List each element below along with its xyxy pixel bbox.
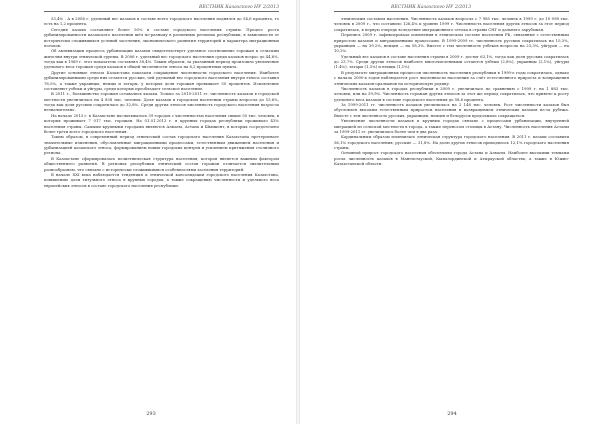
right-header-text: ВЕСТНИК Казахского НУ 2/2013 [390,5,471,10]
left-paragraph: Сегодня казахи составляют более 50% в составе городского населения страны. Процесс роста урбанизированности казахского населения шёл по-разному в различных регионах республики, в зависимости от исторически сложившихся условий заселения, экономического развития территорий и характера миграционных потоков. [44,26,279,48]
left-body-text [44,16,279,188]
right-paragraph: В результате миграционных процессов численность населения республики в 1990-е годы сократилась, однако с начала 2000-х годов наблюдается рост численности населения за счёт естественного прироста и возвращения этнических казахов-оралманов на историческую родину. [334,69,569,86]
left-paragraph: Таким образом, в современный период этнический состав городского населения Казахстана претерпевает значительные изменения, обусловленные миграционными процессами, естественным движением населения и урбанизацией казахского этноса, формированием новых городских центров и усилением притяжения столичного региона. [44,134,279,156]
right-body-text [334,16,569,167]
left-running-header [44,2,279,12]
left-header-text: ВЕСТНИК Казахского НУ 2/2013 [198,5,279,10]
right-paragraph: Перепись 2009 г. зафиксировала изменения в этническом составе населения РК, связанные с естественным приростом казахов и миграционными процессами. В 1999-2009 гг. численность русских сократилась на 15,3%, украинцев — на 39,2%, немцев — на 58,3%. Вместе с тем численность узбеков возросла на 23,3%, уйгуров — на 10,2%. [334,32,569,54]
right-paragraph: Численность казахов в городах республики в 2009 г. увеличилась по сравнению с 1999 г. на 1 883 тыс. человек, или на 39,9%. Численность горожан других этносов за этот же период сократилась, что привело к росту удельного веса казахов в составе городского населения до 58,6 процента. [334,85,569,102]
left-page [0,0,296,424]
right-paragraph: Увеличение численности казахов в крупных городах связано с процессами урбанизации, внутренней миграцией из сельской местности в города, а также переносом столицы в Астану. Численность населения Астаны за 1999-2011 гг. увеличилась более чем в два раза. [334,118,569,134]
right-paragraph: Кардинальным образом изменилась этническая структура городского населения. В 2011 г. казахи составили 56,1% городского населения, русские — 31,8%. На долю других этносов приходилось 12,1% городского населения страны. [334,134,569,150]
left-paragraph: В 2011 г., большинство горожан оставались казахи. Только за 2010-2011 гг. численность казахов в городской местности увеличилась на 4 838 тыс. человек. Доля казахов в городском населении страны возросла до 53,6%, тогда как доля русских сократилась до 32,8%. Среди других этносов численность городского населения возросла незначительно. [44,91,279,113]
left-paragraph: Об активизации процесса урбанизации казахов свидетельствует удельное соотношение горожан к сельским жителям внутри этнической группы. В 2006 г. удельный вес городского населения среди казахов возрос до 44,6%, тогда как в 1989 г. этот показатель составлял 38,4%. Таким образом, за указанный период произошло увеличение удельного веса горожан среди казахов в общей численности этноса на 6,2 процентных пункта. [44,48,279,70]
right-running-header [334,2,569,12]
left-paragraph: В начале XXI века наблюдается тенденция к этнической консолидации городского населения Казахстана, повышению доли титульного этноса в крупных городах, а также сокращению численности и удельного веса европейских этносов в составе городского населения республики. [44,171,279,188]
right-page-number: 294 [447,411,457,417]
right-paragraph: За 1999-2011 гг. численность казахов увеличилась на 2 148 тыс. человек. Рост численности казахов был обусловлен высоким естественным приростом населения и возвращением этнических казахов из-за рубежа. Вместе с тем численность русских, украинцев, немцев и белорусов продолжала сокращаться. [334,102,569,118]
left-page-number: 293 [146,411,156,417]
left-paragraph: 53,4% . А в 2006 г. удельный вес казахов в составе всего городского населения поднялся до 54,6 процента, то есть на 1,2 процента. [44,16,279,27]
right-paragraph: Удельный вес казахов в составе населения страны в 2009 г. достиг 63,1%, тогда как доля русских сократилась до 23,7%. Среди других этносов наиболее многочисленными остаются узбеки (2,8%), украинцы (2,1%), уйгуры (1,4%), татары (1,3%) и немцы (1,1%). [334,53,569,70]
left-paragraph: В Казахстане сформировалась полиэтническая структура населения, которая является важным фактором общественного развития. В регионах республики этнический состав горожан отличается значительным разнообразием, что связано с исторически сложившимися особенностями заселения территорий. [44,155,279,172]
right-paragraph: этническим составом населения. Численность казахов возросла с 7 985 тыс. человек в 1999 г. до 10 098 тыс. человек в 2009 г., что составило 126,4% к уровню 1999 г. Численность населения других этносов за этот период сократилась, в первую очередь вследствие миграционного оттока в страны СНГ и дальнего зарубежья. [334,16,569,32]
right-paragraph: Основной прирост городского населения обеспечили города Астана и Алматы. Наиболее высокими темпами росла численность казахов в Мангистауской, Кызылординской и Атырауской областях, а также в Южно-Казахстанской области. [334,150,569,167]
right-page [300,0,600,424]
left-paragraph: Другие основные этносы Казахстана показали сокращение численности городского населения. Наиболее урбанизированными среди них остаются русские, чей удельный вес городского населения внутри этноса составил 76,5%, а также украинцы, немцы и татары, у которых доля горожан превышает 50 процентов. Исключение составляют узбеки и уйгуры, среди которых преобладает сельское население. [44,69,279,91]
left-paragraph: На начало 2013 г. в Казахстане насчитывалось 39 городов с численностью населения свыше 50 тыс. человек, в которых проживает 7 017 тыс. горожан. На 01.01.2013 г. в крупных городах республики проживало 43% населения страны. Самыми крупными городами являются Алматы, Астана и Шымкент, в которых сосредоточено более трети всего городского населения. [44,112,279,134]
